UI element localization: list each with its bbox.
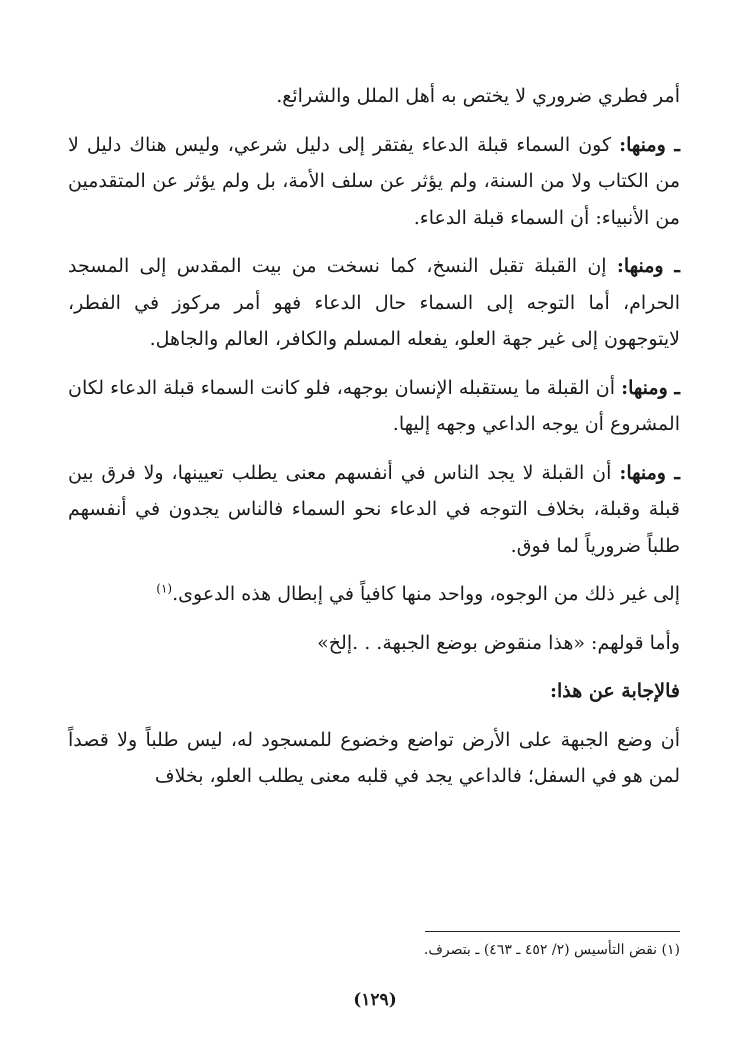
paragraph-6: [68, 576, 680, 613]
paragraph-3: [68, 248, 680, 358]
page-body: [68, 78, 680, 807]
paragraph-8-text: أن وضع الجبهة على الأرض تواضع وخضوع للمسجود له، ليس طلباً ولا قصداً لمن هو في السفل؛ فالداعي يجد في قلبه معنى يطلب العلو، بخلاف: [68, 728, 680, 787]
paragraph-5: [68, 455, 680, 565]
footnote-reference[interactable]: (١): [156, 581, 173, 596]
paragraph-4-lead: ـ ومنها:: [621, 376, 680, 399]
paragraph-4-text: أن القبلة ما يستقبله الإنسان بوجهه، فلو كانت السماء قبلة الدعاء لكان المشروع أن يوجه الداعي وجهه إليها.: [68, 376, 680, 435]
footnote: [200, 939, 680, 961]
paragraph-1-text: أمر فطري ضروري لا يختص به أهل الملل والشرائع.: [276, 85, 680, 107]
paragraph-7: [68, 625, 680, 662]
paragraph-6-text: إلى غير ذلك من الوجوه، وواحد منها كافياً في إبطال هذه الدعوى.: [172, 583, 680, 605]
paragraph-8: [68, 722, 680, 795]
paragraph-2-lead: ـ ومنها:: [619, 133, 680, 156]
paragraph-2-text: كون السماء قبلة الدعاء يفتقر إلى دليل شرعي، وليس هناك دليل لا من الكتاب ولا من السنة، ولم يؤثر عن سلف الأمة، بل ولم يؤثر عن المتقدمين من الأنبياء: أن السماء قبلة الدعاء.: [68, 133, 680, 229]
paragraph-2: [68, 127, 680, 237]
footnote-text: (١) نقض التأسيس (٢/ ٤٥٢ ـ ٤٦٣) ـ بتصرف.: [423, 942, 680, 958]
paragraph-5-text: أن القبلة لا يجد الناس في أنفسهم معنى يطلب تعيينها، ولا فرق بين قبلة وقبلة، بخلاف التوجه في الدعاء نحو السماء فالناس يجدون في أنفسهم طلباً ضرورياً لما فوق.: [68, 461, 680, 557]
paragraph-3-lead: ـ ومنها:: [616, 255, 680, 277]
footnote-divider: [425, 931, 680, 932]
paragraph-5-lead: ـ ومنها:: [619, 461, 681, 484]
section-heading: فالإجابة عن هذا:: [549, 680, 680, 702]
page-number: (١٢٩): [353, 990, 397, 1010]
paragraph-7-text: وأما قولهم: «هذا منقوض بوضع الجبهة. . .إلخ»: [317, 631, 680, 654]
paragraph-1: [68, 78, 680, 115]
paragraph-3-text: إن القبلة تقبل النسخ، كما نسخت من بيت المقدس إلى المسجد الحرام، أما التوجه إلى السماء حال الدعاء فهو أمر مركوز في الفطر، لايتوجهون إلى غير جهة العلو، يفعله المسلم والكافر، العالم والجاهل.: [68, 255, 680, 350]
paragraph-4: [68, 370, 680, 443]
